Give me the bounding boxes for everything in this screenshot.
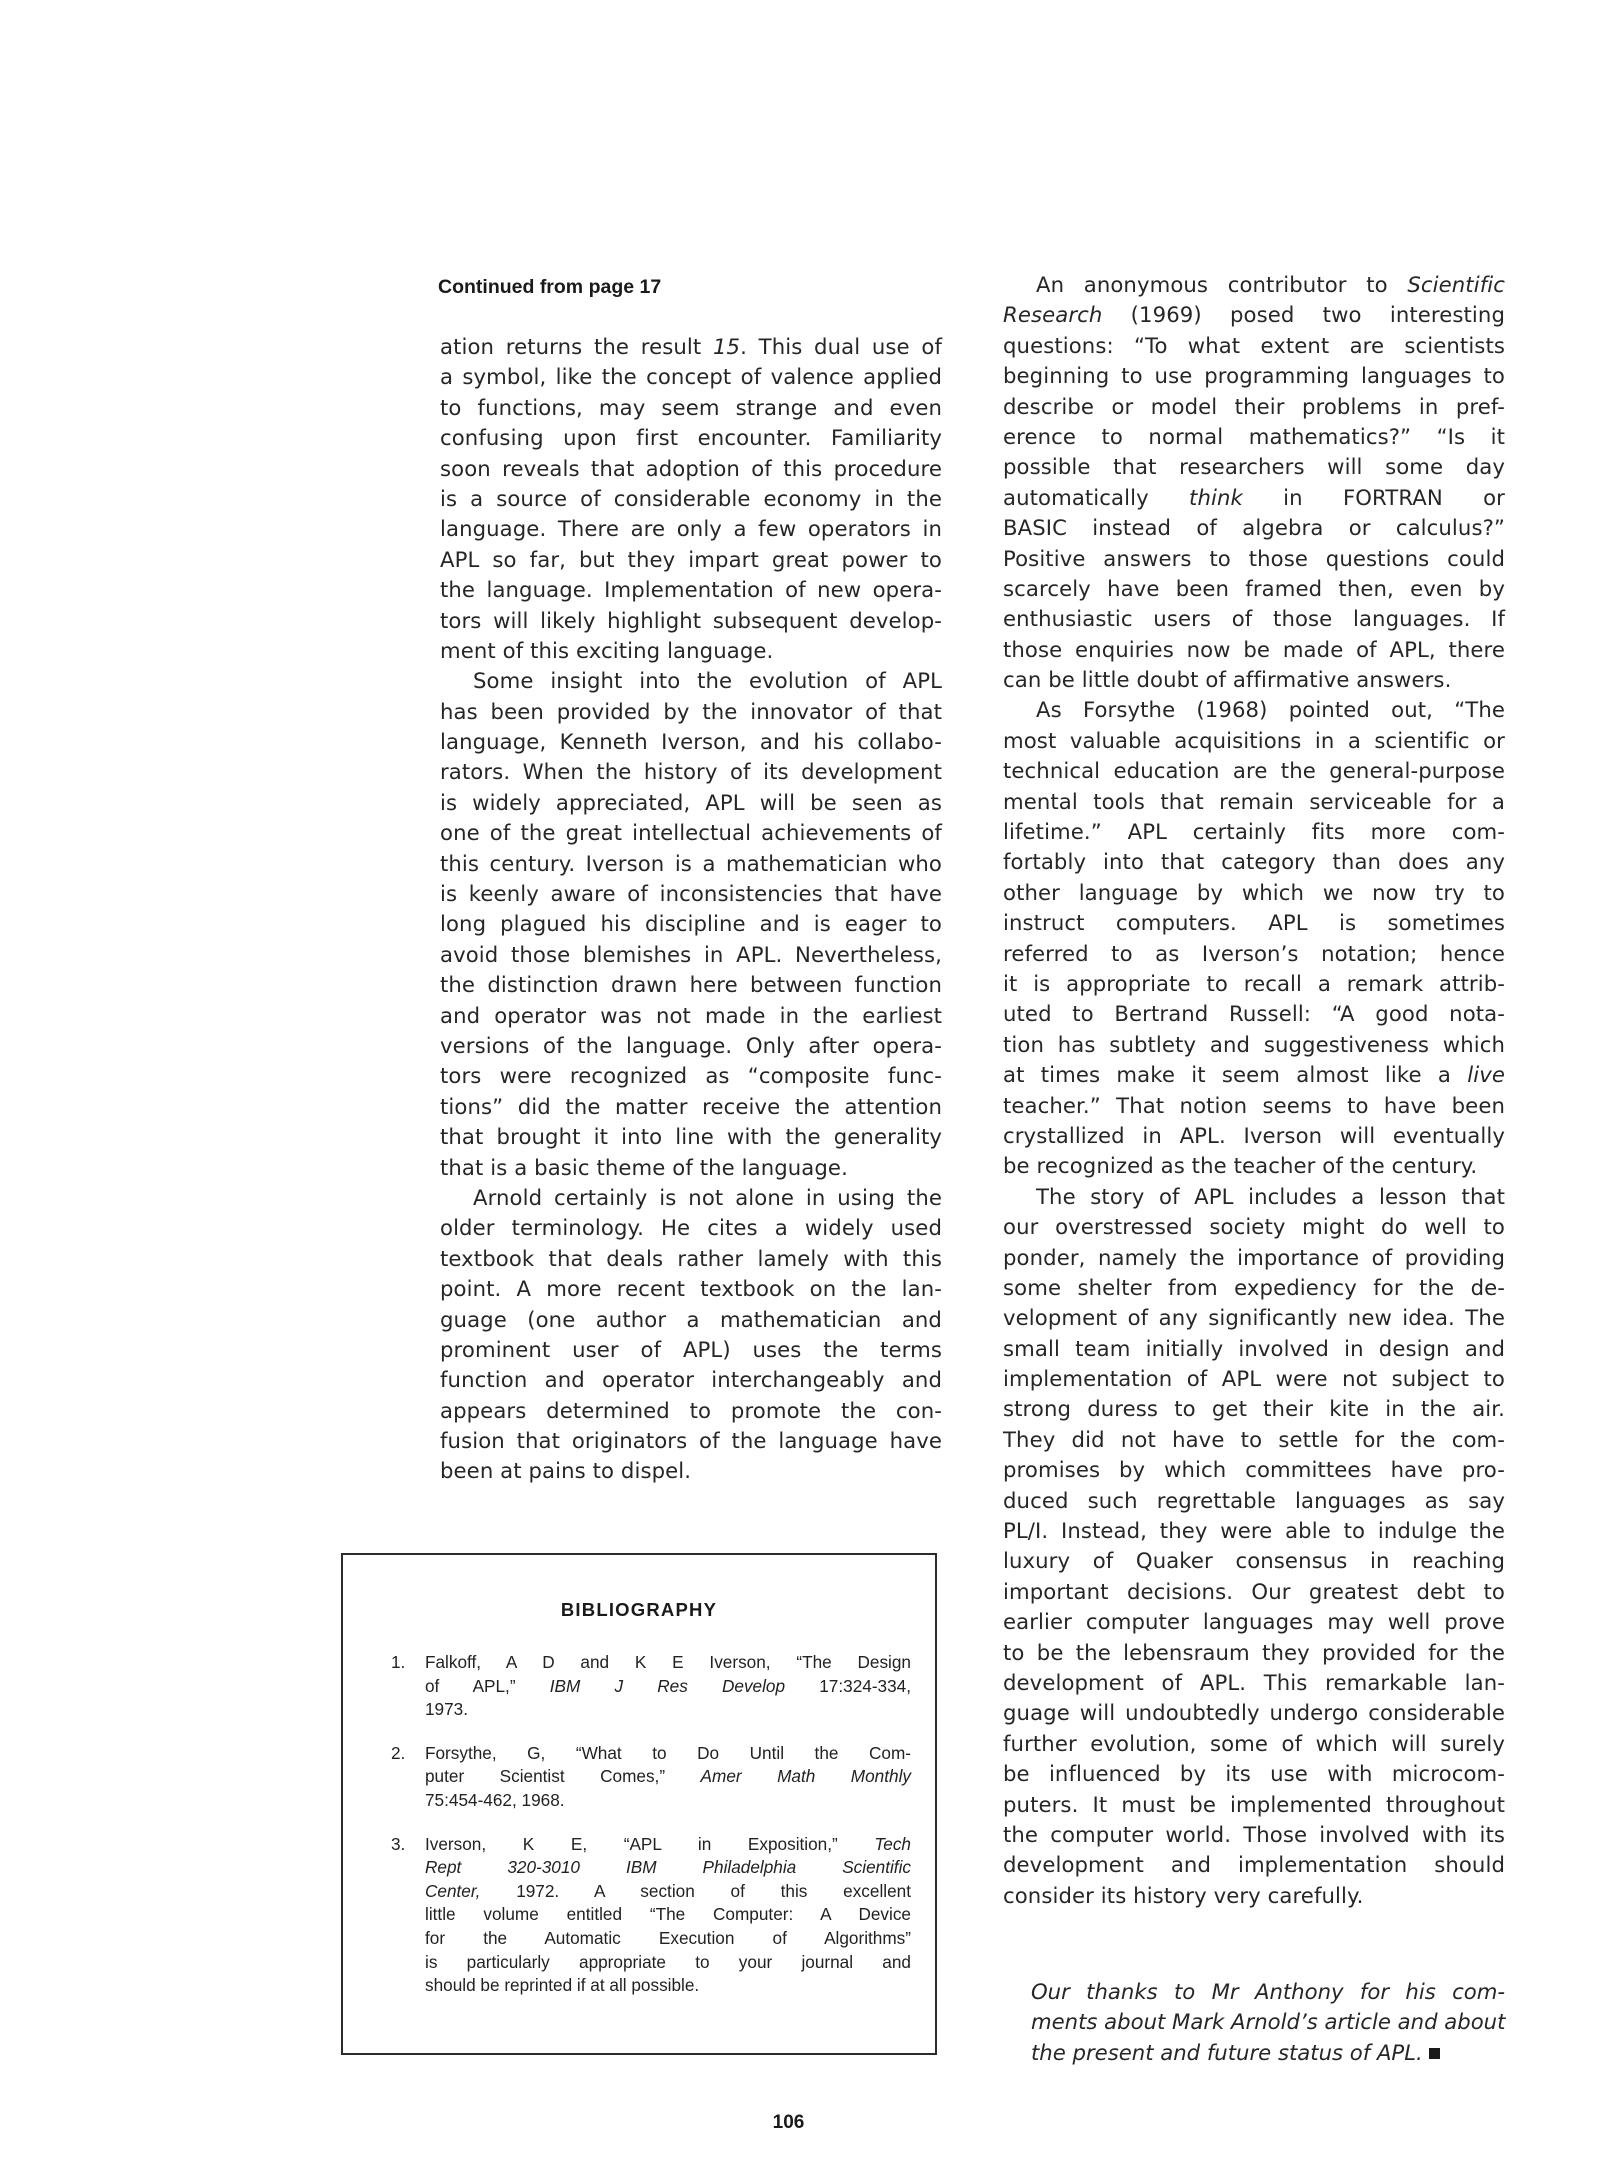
text-line: older terminology. He cites a widely used — [440, 1215, 942, 1241]
text-line: BASIC instead of algebra or calculus?” — [1003, 515, 1505, 541]
text-line: ments about Mark Arnold’s article and about — [1031, 2009, 1506, 2035]
bibliography-entry-text — [425, 1651, 911, 1722]
text-line: tors were recognized as “composite func- — [440, 1063, 942, 1089]
text-line: consider its history very carefully. — [1003, 1882, 1364, 1908]
text-line: instruct computers. APL is sometimes — [1003, 910, 1505, 936]
text-run: ation returns the result — [440, 334, 713, 359]
text-line: been at pains to dispel. — [440, 1458, 692, 1484]
text-line — [1003, 270, 1505, 300]
text-line: questions: “To what extent are scientists — [1003, 332, 1505, 358]
italic-run: think — [1189, 484, 1243, 510]
text-line: puters. It must be implemented throughout — [1003, 1791, 1505, 1817]
text-line: soon reveals that adoption of this procedure — [440, 455, 942, 481]
text-line: luxury of Quaker consensus in reaching — [1003, 1548, 1505, 1574]
text-line: can be little doubt of affirmative answers. — [1003, 667, 1452, 693]
right-text-column — [1003, 270, 1505, 1911]
text-line — [425, 1833, 911, 1857]
text-line: possible that researchers will some day — [1003, 454, 1505, 480]
text-line — [425, 1880, 911, 1904]
text-run: in FORTRAN or — [1242, 484, 1505, 510]
italic-run: Rept 320-3010 IBM Philadelphia Scientific — [425, 1857, 911, 1878]
text-line: is keenly aware of inconsistencies that have — [440, 881, 942, 907]
text-line: guage (one author a mathematician and — [440, 1306, 942, 1332]
text-line: lifetime.” APL certainly fits more com- — [1003, 819, 1505, 845]
text-line: the present and future status of APL. — [1031, 2038, 1505, 2068]
text-run: An anonymous contributor to — [1036, 272, 1408, 297]
end-of-article-mark — [1429, 2048, 1440, 2059]
text-line: that brought it into line with the generality — [440, 1124, 942, 1150]
text-line: tions” did the matter receive the attention — [440, 1093, 942, 1119]
text-line: other language by which we now try to — [1003, 879, 1505, 905]
text-line: little volume entitled “The Computer: A Device — [425, 1904, 911, 1925]
text-line: Our thanks to Mr Anthony for his com- — [1031, 1979, 1505, 2004]
text-line: is a source of considerable economy in the — [440, 485, 942, 511]
text-line: velopment of any significantly new idea. The — [1003, 1305, 1505, 1331]
text-line: one of the great intellectual achievements of — [440, 820, 942, 846]
text-line: technical education are the general-purpose — [1003, 758, 1505, 784]
text-line: and operator was not made in the earliest — [440, 1002, 942, 1028]
text-line: teacher.” That notion seems to have been — [1003, 1092, 1505, 1118]
text-run: automatically — [1003, 484, 1190, 510]
text-line: further evolution, some of which will surely — [1003, 1730, 1505, 1756]
text-line: referred to as Iverson’s notation; hence — [1003, 940, 1505, 966]
page-number-text: 106 — [772, 2112, 805, 2133]
text-line: Falkoff, A D and K E Iverson, “The Design — [425, 1652, 911, 1672]
text-run: 17:324-334, — [785, 1675, 911, 1696]
text-line: appears determined to promote the con- — [440, 1397, 942, 1423]
text-line: guage will undoubtedly undergo considerable — [1003, 1700, 1505, 1726]
text-run: 1972. A section of this excellent — [480, 1880, 911, 1901]
text-line: Forsythe, G, “What to Do Until the Com- — [425, 1742, 911, 1763]
text-line: language, Kenneth Iverson, and his collabo- — [440, 729, 942, 755]
text-line: 1973. — [425, 1699, 469, 1720]
left-text-column — [440, 332, 942, 1487]
italic-run: Amer Math Monthly — [700, 1766, 911, 1787]
text-run: (1969) posed two interesting — [1102, 302, 1505, 328]
text-line: our overstressed society might do well to — [1003, 1214, 1505, 1240]
text-line: They did not have to settle for the com- — [1003, 1426, 1505, 1452]
bibliography-list — [391, 1651, 911, 1998]
italic-run: IBM J Res Develop — [549, 1675, 786, 1696]
text-line: The story of APL includes a lesson that — [1036, 1183, 1505, 1209]
text-line — [425, 1675, 911, 1699]
bibliography-entry — [391, 1651, 911, 1722]
text-line: promises by which committees have pro- — [1003, 1457, 1505, 1483]
text-line: scarcely have been framed then, even by — [1003, 575, 1505, 601]
text-line: Arnold certainly is not alone in using the — [473, 1184, 942, 1210]
text-line: that is a basic theme of the language. — [440, 1154, 848, 1180]
text-line — [425, 1765, 911, 1789]
text-line: prominent user of APL) uses the terms — [440, 1336, 942, 1362]
text-line: be recognized as the teacher of the century. — [1003, 1153, 1478, 1179]
text-line: Some insight into the evolution of APL — [473, 668, 942, 694]
text-line: strong duress to get their kite in the air. — [1003, 1396, 1505, 1422]
text-line: the distinction drawn here between function — [440, 972, 942, 998]
text-line: development of APL. This remarkable lan- — [1003, 1669, 1505, 1695]
text-run: . This dual use of — [740, 334, 942, 359]
italic-run: Tech — [874, 1833, 911, 1854]
text-line: ment of this exciting language. — [440, 637, 774, 663]
text-line: should be reprinted if at all possible. — [425, 1975, 700, 1996]
bibliography-entry-number: 2. — [391, 1742, 406, 1763]
text-line: language. There are only a few operators in — [440, 516, 942, 542]
text-line — [1003, 300, 1505, 330]
text-line: it is appropriate to recall a remark attrib- — [1003, 970, 1505, 996]
text-line: ponder, namely the importance of providing — [1003, 1244, 1505, 1270]
text-line: point. A more recent textbook on the lan- — [440, 1276, 942, 1302]
text-line — [440, 332, 942, 362]
text-line: function and operator interchangeably and — [440, 1367, 942, 1393]
text-line: PL/I. Instead, they were able to indulge the — [1003, 1518, 1505, 1544]
text-line: uted to Bertrand Russell: “A good nota- — [1003, 1001, 1505, 1027]
text-line: to functions, may seem strange and even — [440, 394, 942, 420]
text-line: those enquiries now be made of APL, there — [1003, 636, 1505, 662]
text-line: erence to normal mathematics?” “Is it — [1003, 423, 1505, 449]
text-run: Iverson, K E, “APL in Exposition,” — [425, 1833, 875, 1854]
italic-run: Center, — [425, 1880, 481, 1901]
text-line: the computer world. Those involved with its — [1003, 1821, 1505, 1847]
text-line: important decisions. Our greatest debt to — [1003, 1578, 1505, 1604]
text-line: fortably into that category than does any — [1003, 849, 1505, 875]
text-line: most valuable acquisitions in a scientific or — [1003, 727, 1505, 753]
text-line: some shelter from expediency for the de- — [1003, 1274, 1505, 1300]
text-line — [1003, 1060, 1505, 1090]
text-line: small team initially involved in design and — [1003, 1335, 1505, 1361]
bibliography-box — [341, 1553, 937, 2055]
text-line: confusing upon first encounter. Familiarity — [440, 425, 942, 451]
text-line: rators. When the history of its development — [440, 759, 942, 785]
text-line: describe or model their problems in pref- — [1003, 393, 1505, 419]
text-line: textbook that deals rather lamely with this — [440, 1245, 942, 1271]
text-line: development and implementation should — [1003, 1852, 1505, 1878]
bibliography-title: BIBLIOGRAPHY — [560, 1599, 718, 1620]
bibliography-entry-text — [425, 1742, 911, 1813]
text-line: be influenced by its use with microcom- — [1003, 1761, 1505, 1787]
text-line: has been provided by the innovator of that — [440, 698, 942, 724]
page-number — [0, 2112, 1605, 2134]
italic-run: 15 — [712, 334, 741, 359]
bibliography-entry-number: 1. — [391, 1652, 406, 1672]
text-line — [425, 1856, 911, 1880]
text-line: long plagued his discipline and is eager to — [440, 911, 942, 937]
text-line: avoid those blemishes in APL. Nevertheless, — [440, 941, 942, 967]
bibliography-entry — [391, 1833, 911, 1998]
text-line: tors will likely highlight subsequent develop- — [440, 607, 942, 633]
bibliography-entry-text — [425, 1833, 911, 1998]
text-run: puter Scientist Comes,” — [425, 1766, 701, 1787]
italic-run: Scientific — [1407, 272, 1505, 297]
thanks-note — [1031, 1977, 1505, 2068]
text-line: fusion that originators of the language have — [440, 1428, 942, 1454]
text-line: the language. Implementation of new opera- — [440, 577, 942, 603]
text-line: enthusiastic users of those languages. If — [1003, 606, 1505, 632]
text-run: of APL,” — [425, 1675, 550, 1696]
text-line: tion has subtlety and suggestiveness which — [1003, 1031, 1505, 1057]
continued-from-label: Continued from page 17 — [438, 276, 662, 298]
text-line: this century. Iverson is a mathematician who — [440, 850, 942, 876]
bibliography-entry-number: 3. — [391, 1833, 406, 1854]
italic-run: Research — [1003, 302, 1103, 328]
text-line: for the Automatic Execution of Algorithms” — [425, 1927, 911, 1948]
text-run: at times make it seem almost like a — [1003, 1062, 1468, 1088]
bibliography-entry — [391, 1742, 911, 1813]
text-line: 75:454-462, 1968. — [425, 1789, 565, 1810]
text-line: duced such regrettable languages as say — [1003, 1487, 1505, 1513]
text-line — [1003, 483, 1505, 513]
text-line: is particularly appropriate to your journal and — [425, 1951, 911, 1972]
text-line: beginning to use programming languages to — [1003, 363, 1505, 389]
italic-run: live — [1467, 1062, 1505, 1088]
text-line: a symbol, like the concept of valence applied — [440, 364, 942, 390]
text-line: crystallized in APL. Iverson will eventually — [1003, 1122, 1505, 1148]
text-line: to be the lebensraum they provided for the — [1003, 1639, 1505, 1665]
text-line: is widely appreciated, APL will be seen as — [440, 789, 942, 815]
text-line: implementation of APL were not subject to — [1003, 1366, 1505, 1392]
text-line: mental tools that remain serviceable for a — [1003, 788, 1505, 814]
text-line: Positive answers to those questions could — [1003, 545, 1505, 571]
text-line: earlier computer languages may well prove — [1003, 1609, 1505, 1635]
text-line: versions of the language. Only after opera- — [440, 1032, 942, 1058]
text-line: APL so far, but they impart great power to — [440, 546, 942, 572]
text-line: As Forsythe (1968) pointed out, “The — [1036, 697, 1505, 723]
